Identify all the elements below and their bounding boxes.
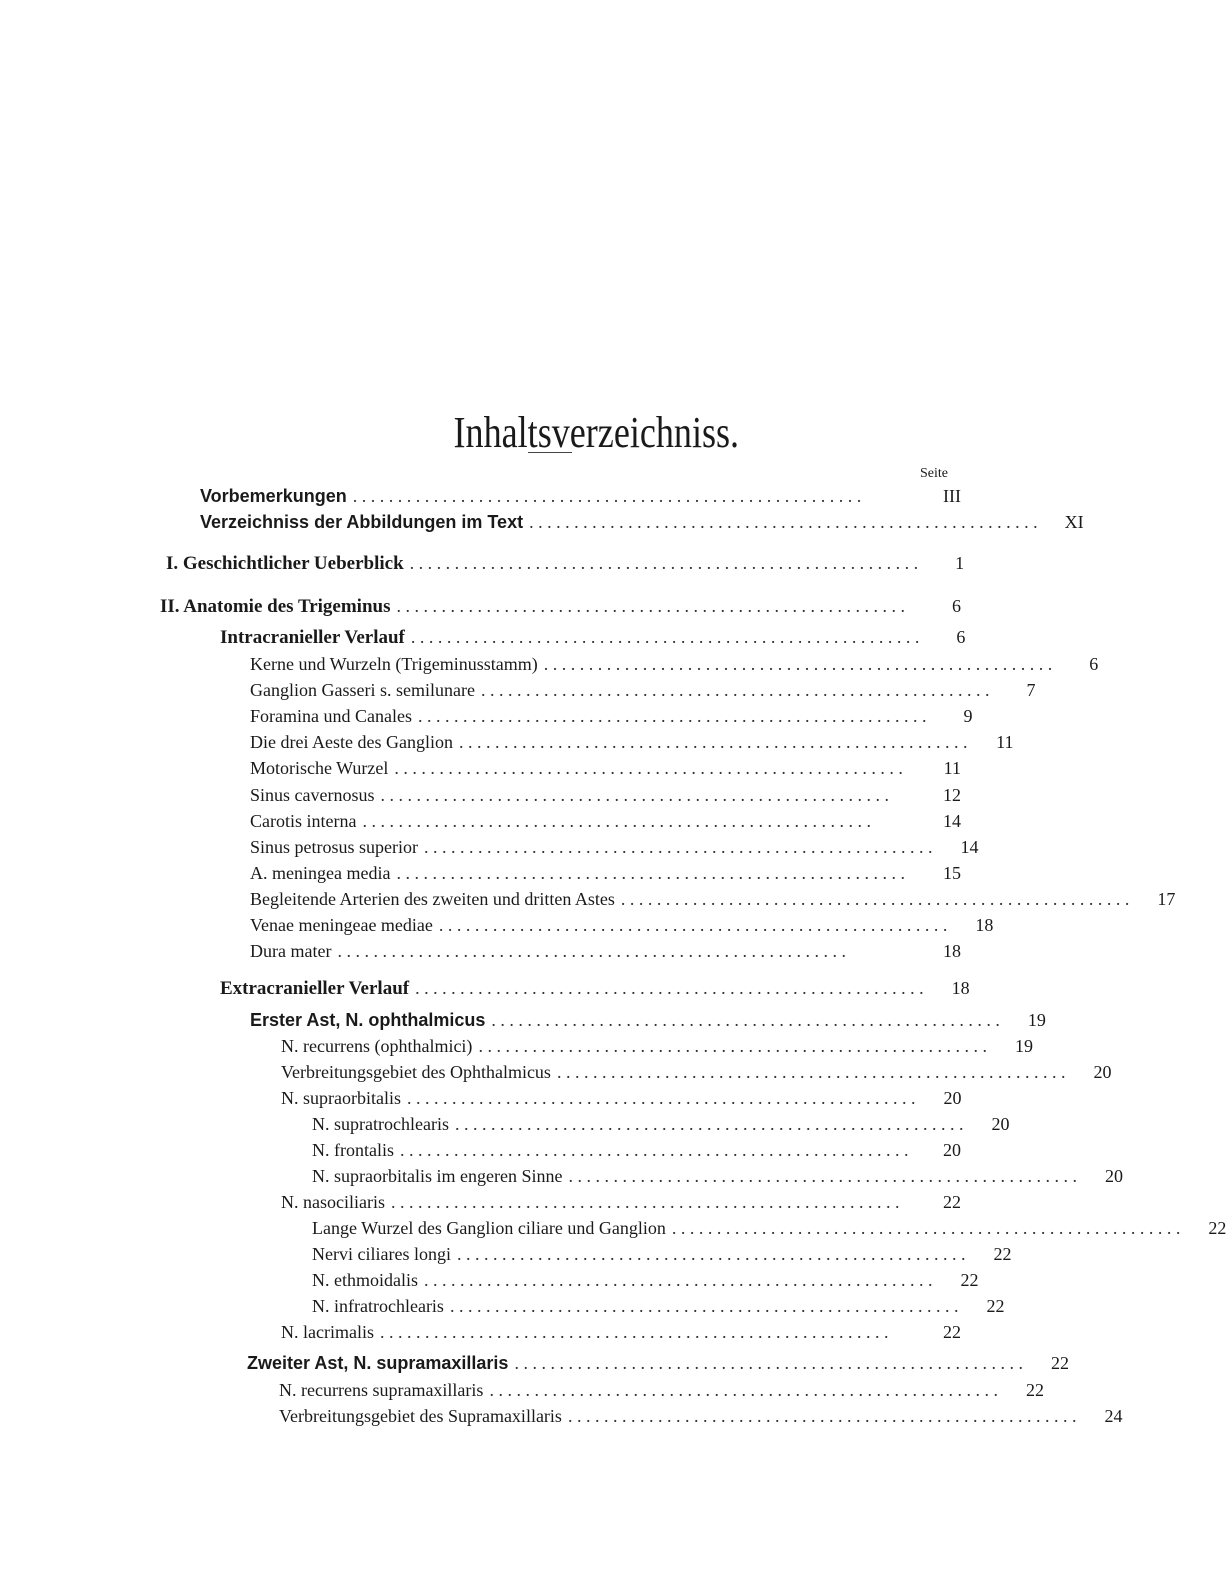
toc-entry[interactable] bbox=[166, 553, 965, 577]
leader-dots: . . . . . . . . . . . . . . . . . . . . . . . . . . . . . . . . . . . . . . . . . . . . . . . . . . . . . . . . . bbox=[480, 680, 990, 700]
toc-entry-page: 18 bbox=[943, 941, 961, 961]
leader-dots: . . . . . . . . . . . . . . . . . . . . . . . . . . . . . . . . . . . . . . . . . . . . . . . . . . . . . . . . . bbox=[417, 706, 927, 726]
leader-dots: . . . . . . . . . . . . . . . . . . . . . . . . . . . . . . . . . . . . . . . . . . . . . . . . . . . . . . . . . bbox=[454, 1114, 964, 1134]
toc-entry-page: 19 bbox=[1027, 1010, 1046, 1030]
toc-entry-page: 22 bbox=[986, 1296, 1005, 1316]
toc-entry-page: 6 bbox=[956, 627, 966, 647]
toc-entry-label: Extracranieller Verlauf bbox=[220, 978, 410, 999]
toc-entry-page: 22 bbox=[993, 1244, 1012, 1264]
toc-entry[interactable] bbox=[312, 1270, 979, 1294]
toc-entry-label: A. meningea media bbox=[250, 863, 391, 883]
leader-dots: . . . . . . . . . . . . . . . . . . . . . . . . . . . . . . . . . . . . . . . . . . . . . . . . . . . . . . . . . bbox=[394, 758, 903, 778]
toc-entry-page: XI bbox=[1064, 512, 1084, 532]
toc-entry[interactable] bbox=[220, 978, 970, 1002]
leader-dots: . . . . . . . . . . . . . . . . . . . . . . . . . . . . . . . . . . . . . . . . . . . . . . . . . . . . . . . . . bbox=[410, 627, 920, 647]
leader-dots: . . . . . . . . . . . . . . . . . . . . . . . . . . . . . . . . . . . . . . . . . . . . . . . . . . . . . . . . . bbox=[380, 785, 889, 805]
toc-entry-label: Sinus petrosus superior bbox=[250, 837, 418, 857]
toc-entry[interactable] bbox=[250, 680, 1036, 704]
toc-entry-label: Verzeichniss der Abbildungen im Text bbox=[200, 512, 524, 532]
toc-entry-page: 20 bbox=[1093, 1062, 1112, 1082]
leader-dots: . . . . . . . . . . . . . . . . . . . . . . . . . . . . . . . . . . . . . . . . . . . . . . . . . . . . . . . . . bbox=[379, 1322, 889, 1342]
toc-entry-label: N. infratrochlearis bbox=[312, 1296, 444, 1316]
toc-entry-label: Nervi ciliares longi bbox=[312, 1244, 451, 1264]
toc-entry-label: Zweiter Ast, N. supramaxillaris bbox=[247, 1353, 509, 1373]
leader-dots: . . . . . . . . . . . . . . . . . . . . . . . . . . . . . . . . . . . . . . . . . . . . . . . . . . . . . . . . . bbox=[390, 1192, 900, 1212]
toc-entry-label: Kerne und Wurzeln (Trigeminusstamm) bbox=[250, 654, 538, 674]
toc-entry-page: 22 bbox=[1025, 1380, 1044, 1400]
toc-entry-label: N. supratrochlearis bbox=[312, 1114, 449, 1134]
leader-dots: . . . . . . . . . . . . . . . . . . . . . . . . . . . . . . . . . . . . . . . . . . . . . . . . . . . . . . . . . bbox=[415, 978, 924, 998]
toc-entry-label: II. Anatomie des Trigeminus bbox=[160, 596, 391, 617]
toc-entry-page: 20 bbox=[943, 1140, 961, 1160]
page-title: Inhaltsverzeichniss. bbox=[453, 408, 740, 458]
toc-entry[interactable] bbox=[312, 1140, 961, 1164]
leader-dots: . . . . . . . . . . . . . . . . . . . . . . . . . . . . . . . . . . . . . . . . . . . . . . . . . . . . . . . . . bbox=[409, 553, 919, 573]
toc-entry[interactable] bbox=[250, 915, 994, 939]
leader-dots: . . . . . . . . . . . . . . . . . . . . . . . . . . . . . . . . . . . . . . . . . . . . . . . . . . . . . . . . . bbox=[458, 732, 968, 752]
leader-dots: . . . . . . . . . . . . . . . . . . . . . . . . . . . . . . . . . . . . . . . . . . . . . . . . . . . . . . . . . bbox=[543, 654, 1053, 674]
toc-entry[interactable] bbox=[250, 941, 961, 965]
toc-entry-label: Carotis interna bbox=[250, 811, 357, 831]
toc-entry-label: Intracranieller Verlauf bbox=[220, 627, 405, 648]
toc-entry-page: 11 bbox=[996, 732, 1014, 752]
toc-entry-page: 15 bbox=[943, 863, 961, 883]
toc-entry-label: Foramina und Canales bbox=[250, 706, 412, 726]
leader-dots: . . . . . . . . . . . . . . . . . . . . . . . . . . . . . . . . . . . . . . . . . . . . . . . . . . . . . . . . . bbox=[671, 1218, 1181, 1238]
toc-entry[interactable] bbox=[160, 596, 961, 620]
toc-entry[interactable] bbox=[312, 1244, 1012, 1268]
toc-entry-page: 22 bbox=[943, 1192, 961, 1212]
toc-entry[interactable] bbox=[250, 811, 961, 835]
toc-entry-page: III bbox=[943, 486, 961, 506]
leader-dots: . . . . . . . . . . . . . . . . . . . . . . . . . . . . . . . . . . . . . . . . . . . . . . . . . . . . . . . . . bbox=[438, 915, 948, 935]
leader-dots: . . . . . . . . . . . . . . . . . . . . . . . . . . . . . . . . . . . . . . . . . . . . . . . . . . . . . . . . . bbox=[567, 1406, 1077, 1426]
toc-entry-label: N. frontalis bbox=[312, 1140, 394, 1160]
toc-entry-page: 14 bbox=[960, 837, 979, 857]
toc-entry[interactable] bbox=[200, 512, 1084, 536]
leader-dots: . . . . . . . . . . . . . . . . . . . . . . . . . . . . . . . . . . . . . . . . . . . . . . . . . . . . . . . . . bbox=[456, 1244, 966, 1264]
toc-entry-page: 22 bbox=[960, 1270, 979, 1290]
toc-entry-label: N. nasociliaris bbox=[281, 1192, 385, 1212]
toc-entry-page: 24 bbox=[1104, 1406, 1123, 1426]
leader-dots: . . . . . . . . . . . . . . . . . . . . . . . . . . . . . . . . . . . . . . . . . . . . . . . . . . . . . . . . . bbox=[568, 1166, 1077, 1186]
toc-entry-page: 20 bbox=[991, 1114, 1010, 1134]
leader-dots: . . . . . . . . . . . . . . . . . . . . . . . . . . . . . . . . . . . . . . . . . . . . . . . . . . . . . . . . . bbox=[424, 1270, 933, 1290]
leader-dots: . . . . . . . . . . . . . . . . . . . . . . . . . . . . . . . . . . . . . . . . . . . . . . . . . . . . . . . . . bbox=[406, 1088, 916, 1108]
toc-entry[interactable] bbox=[250, 706, 973, 730]
toc-entry[interactable] bbox=[281, 1322, 961, 1346]
leader-dots: . . . . . . . . . . . . . . . . . . . . . . . . . . . . . . . . . . . . . . . . . . . . . . . . . . . . . . . . . bbox=[529, 512, 1038, 532]
leader-dots: . . . . . . . . . . . . . . . . . . . . . . . . . . . . . . . . . . . . . . . . . . . . . . . . . . . . . . . . . bbox=[352, 486, 862, 506]
toc-entry-label: Motorische Wurzel bbox=[250, 758, 389, 778]
toc-entry[interactable] bbox=[312, 1296, 1005, 1320]
toc-entry[interactable] bbox=[220, 627, 966, 651]
toc-entry[interactable] bbox=[312, 1114, 1010, 1138]
toc-entry-label: N. supraorbitalis bbox=[281, 1088, 401, 1108]
toc-entry-page: 20 bbox=[1104, 1166, 1123, 1186]
leader-dots: . . . . . . . . . . . . . . . . . . . . . . . . . . . . . . . . . . . . . . . . . . . . . . . . . . . . . . . . . bbox=[514, 1353, 1023, 1373]
toc-entry-page: 22 bbox=[1208, 1218, 1226, 1238]
leader-dots: . . . . . . . . . . . . . . . . . . . . . . . . . . . . . . . . . . . . . . . . . . . . . . . . . . . . . . . . . bbox=[489, 1380, 998, 1400]
toc-entry[interactable] bbox=[250, 889, 1176, 913]
toc-entry-label: Die drei Aeste des Ganglion bbox=[250, 732, 453, 752]
toc-entry[interactable] bbox=[250, 785, 961, 809]
toc-entry-page: 17 bbox=[1157, 889, 1176, 909]
toc-entry-page: 6 bbox=[1089, 654, 1099, 674]
toc-entry[interactable] bbox=[279, 1380, 1044, 1404]
toc-entry-page: 22 bbox=[943, 1322, 961, 1342]
toc-entry-page: 1 bbox=[955, 553, 965, 573]
toc-entry-page: 19 bbox=[1014, 1036, 1033, 1056]
toc-entry-label: Vorbemerkungen bbox=[200, 486, 347, 506]
toc-entry-label: Erster Ast, N. ophthalmicus bbox=[250, 1010, 486, 1030]
toc-entry-label: Verbreitungsgebiet des Ophthalmicus bbox=[281, 1062, 551, 1082]
toc-entry-label: N. supraorbitalis im engeren Sinne bbox=[312, 1166, 563, 1186]
leader-dots: . . . . . . . . . . . . . . . . . . . . . . . . . . . . . . . . . . . . . . . . . . . . . . . . . . . . . . . . . bbox=[478, 1036, 987, 1056]
leader-dots: . . . . . . . . . . . . . . . . . . . . . . . . . . . . . . . . . . . . . . . . . . . . . . . . . . . . . . . . . bbox=[396, 596, 905, 616]
toc-entry-label: Begleitende Arterien des zweiten und dritten Astes bbox=[250, 889, 615, 909]
toc-entry-label: Dura mater bbox=[250, 941, 332, 961]
leader-dots: . . . . . . . . . . . . . . . . . . . . . . . . . . . . . . . . . . . . . . . . . . . . . . . . . . . . . . . . . bbox=[449, 1296, 959, 1316]
toc-entry-page: 22 bbox=[1050, 1353, 1069, 1373]
toc-entry[interactable] bbox=[250, 837, 979, 861]
toc-entry[interactable] bbox=[281, 1062, 1112, 1086]
toc-entry-label: N. recurrens supramaxillaris bbox=[279, 1380, 484, 1400]
leader-dots: . . . . . . . . . . . . . . . . . . . . . . . . . . . . . . . . . . . . . . . . . . . . . . . . . . . . . . . . . bbox=[424, 837, 933, 857]
toc-entry[interactable] bbox=[281, 1192, 961, 1216]
toc-entry[interactable] bbox=[250, 758, 961, 782]
leader-dots: . . . . . . . . . . . . . . . . . . . . . . . . . . . . . . . . . . . . . . . . . . . . . . . . . . . . . . . . . bbox=[399, 1140, 909, 1160]
toc-entry[interactable] bbox=[250, 1010, 1046, 1034]
toc-entry-label: N. lacrimalis bbox=[281, 1322, 374, 1342]
toc-entry-page: 9 bbox=[963, 706, 973, 726]
toc-entry-label: Lange Wurzel des Ganglion ciliare und Ganglion bbox=[312, 1218, 666, 1238]
toc-entry[interactable] bbox=[312, 1166, 1123, 1190]
toc-entry-label: N. recurrens (ophthalmici) bbox=[281, 1036, 473, 1056]
toc-entry[interactable] bbox=[250, 654, 1099, 678]
leader-dots: . . . . . . . . . . . . . . . . . . . . . . . . . . . . . . . . . . . . . . . . . . . . . . . . . . . . . . . . . bbox=[362, 811, 871, 831]
toc-entry-page: 11 bbox=[943, 758, 961, 778]
toc-entry-label: I. Geschichtlicher Ueberblick bbox=[166, 553, 404, 574]
toc-entry[interactable] bbox=[200, 486, 961, 510]
toc-entry[interactable] bbox=[250, 863, 961, 887]
toc-entry-label: Venae meningeae mediae bbox=[250, 915, 433, 935]
toc-entry[interactable] bbox=[247, 1353, 1069, 1377]
toc-entry[interactable] bbox=[281, 1088, 961, 1112]
seite-label: Seite bbox=[920, 466, 948, 481]
toc-entry-page: 18 bbox=[951, 978, 970, 998]
toc-entry-page: 20 bbox=[943, 1088, 962, 1108]
toc-entry-label: Verbreitungsgebiet des Supramaxillaris bbox=[279, 1406, 562, 1426]
toc-entry-page: 14 bbox=[943, 811, 961, 831]
toc-entry-page: 6 bbox=[952, 596, 961, 616]
toc-entry-label: Ganglion Gasseri s. semilunare bbox=[250, 680, 475, 700]
toc-entry-page: 18 bbox=[975, 915, 994, 935]
toc-entry-page: 12 bbox=[943, 785, 961, 805]
toc-entry-page: 7 bbox=[1026, 680, 1036, 700]
leader-dots: . . . . . . . . . . . . . . . . . . . . . . . . . . . . . . . . . . . . . . . . . . . . . . . . . . . . . . . . . bbox=[337, 941, 846, 961]
leader-dots: . . . . . . . . . . . . . . . . . . . . . . . . . . . . . . . . . . . . . . . . . . . . . . . . . . . . . . . . . bbox=[556, 1062, 1066, 1082]
leader-dots: . . . . . . . . . . . . . . . . . . . . . . . . . . . . . . . . . . . . . . . . . . . . . . . . . . . . . . . . . bbox=[491, 1010, 1000, 1030]
toc-entry[interactable] bbox=[281, 1036, 1033, 1060]
toc-entry[interactable] bbox=[279, 1406, 1123, 1430]
toc-entry-label: Sinus cavernosus bbox=[250, 785, 375, 805]
toc-entry-label: N. ethmoidalis bbox=[312, 1270, 418, 1290]
toc-entry[interactable] bbox=[312, 1218, 1226, 1242]
leader-dots: . . . . . . . . . . . . . . . . . . . . . . . . . . . . . . . . . . . . . . . . . . . . . . . . . . . . . . . . . bbox=[620, 889, 1130, 909]
toc-entry[interactable] bbox=[250, 732, 1014, 756]
leader-dots: . . . . . . . . . . . . . . . . . . . . . . . . . . . . . . . . . . . . . . . . . . . . . . . . . . . . . . . . . bbox=[396, 863, 905, 883]
